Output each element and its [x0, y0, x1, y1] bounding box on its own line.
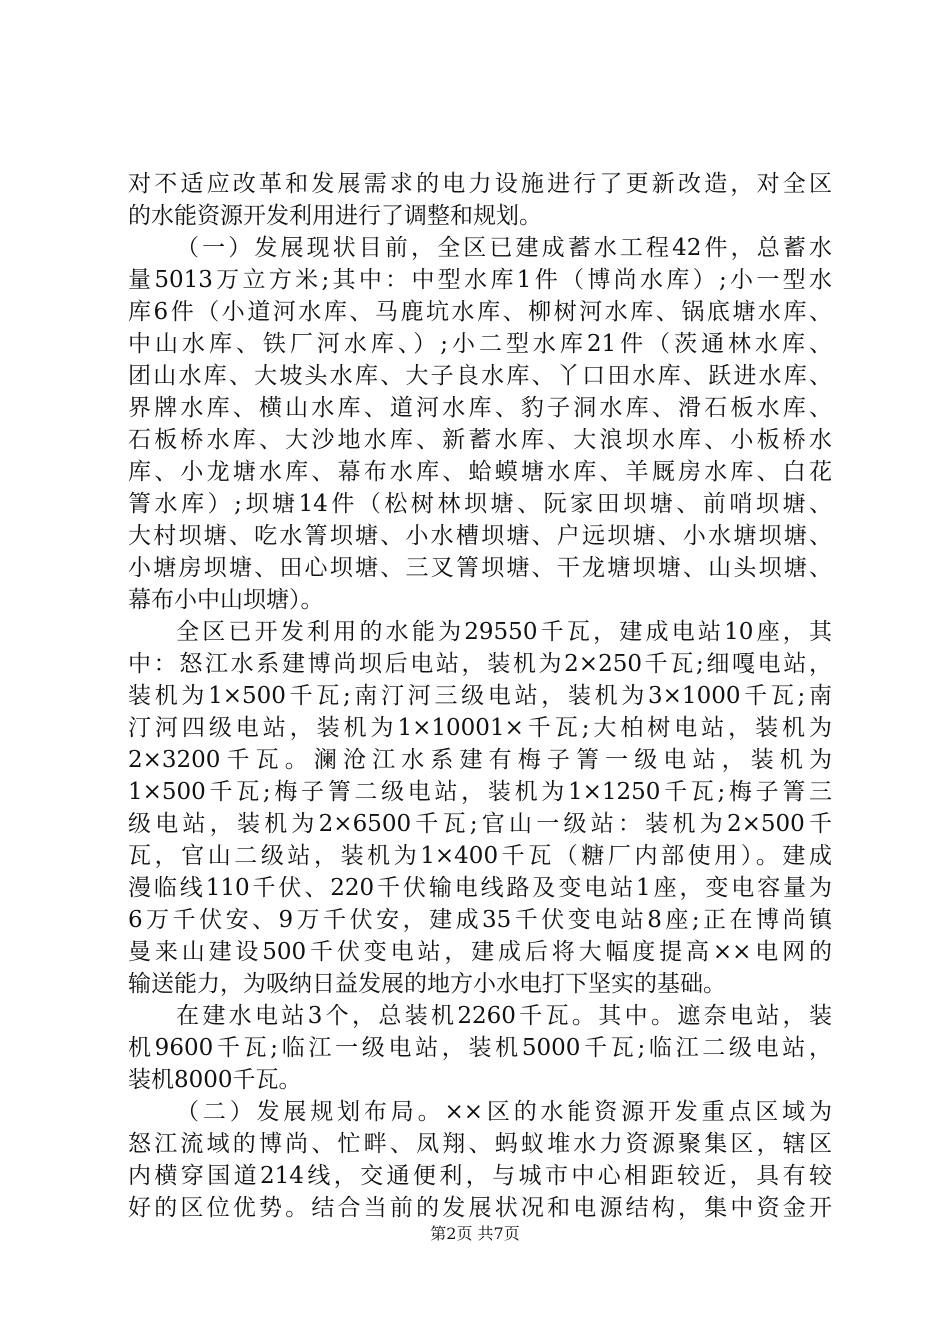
text-line: 团山水库、大坡头水库、大子良水库、丫口田水库、跃进水库、 — [128, 363, 832, 389]
text-line: 怒江流域的博尚、忙畔、凤翔、蚂蚁堆水力资源聚集区，辖区 — [128, 1131, 832, 1157]
text-line: 6万千伏安、9万千伏安，建成35千伏变电站8座;正在博尚镇 — [128, 907, 832, 933]
text-line: 库、小龙塘水库、幕布水库、蛤蟆塘水库、羊厩房水库、白花 — [128, 459, 832, 485]
text-line: 全区已开发利用的水能为29550千瓦，建成电站10座，其 — [176, 619, 832, 645]
text-line: 库6件（小道河水库、马鹿坑水库、柳树河水库、锅底塘水库、 — [128, 299, 832, 325]
text-line: 内横穿国道214线，交通便利，与城市中心相距较近，具有较 — [128, 1163, 832, 1189]
page-total: 共7页 — [477, 1224, 520, 1243]
text-line: 箐水库）;坝塘14件（松树林坝塘、阮家田坝塘、前哨坝塘、 — [128, 491, 832, 517]
text-line: 的水能资源开发利用进行了调整和规划。 — [128, 203, 542, 229]
text-line: 曼来山建设500千伏变电站，建成后将大幅度提高××电网的 — [128, 939, 832, 965]
text-line: 输送能力，为吸纳日益发展的地方小水电打下坚实的基础。 — [128, 971, 726, 997]
text-line: 瓦，官山二级站，装机为1×400千瓦（糖厂内部使用）。建成 — [128, 843, 832, 869]
text-line: 大村坝塘、吃水箐坝塘、小水槽坝塘、户远坝塘、小水塘坝塘、 — [128, 523, 832, 549]
text-line: （二）发展规划布局。××区的水能资源开发重点区域为 — [176, 1099, 832, 1125]
page-number: 第2页 — [430, 1224, 473, 1243]
text-line: 中：怒江水系建博尚坝后电站，装机为2×250千瓦;细嘎电站， — [128, 651, 832, 677]
text-line: 石板桥水库、大沙地水库、新蓄水库、大浪坝水库、小板桥水 — [128, 427, 832, 453]
text-line: 在建水电站3个，总装机2260千瓦。其中。遮奈电站，装 — [176, 1003, 832, 1029]
body-text — [128, 168, 832, 1224]
text-line: 装机8000千瓦。 — [128, 1067, 302, 1093]
text-line: 1×500千瓦;梅子箐二级电站，装机为1×1250千瓦;梅子箐三 — [128, 779, 832, 805]
text-line: 界牌水库、横山水库、道河水库、豹子洞水库、滑石板水库、 — [128, 395, 832, 421]
text-line: 漫临线110千伏、220千伏输电线路及变电站1座，变电容量为 — [128, 875, 832, 901]
page-footer — [0, 1222, 950, 1246]
text-line: 中山水库、铁厂河水库、）;小二型水库21件（茨通林水库、 — [128, 331, 832, 357]
text-line: 好的区位优势。结合当前的发展状况和电源结构，集中资金开 — [128, 1195, 832, 1221]
text-line: 汀河四级电站，装机为1×10001×千瓦;大柏树电站，装机为 — [128, 715, 832, 741]
text-line: 对不适应改革和发展需求的电力设施进行了更新改造，对全区 — [128, 171, 832, 197]
text-line: （一）发展现状目前，全区已建成蓄水工程42件，总蓄水 — [176, 235, 832, 261]
text-line: 幕布小中山坝塘）。 — [128, 587, 324, 613]
text-line: 级电站，装机为2×6500千瓦;官山一级站：装机为2×500千 — [128, 811, 832, 837]
text-line: 量5013万立方米;其中：中型水库1件（博尚水库）;小一型水 — [128, 267, 832, 293]
text-line: 小塘房坝塘、田心坝塘、三叉箐坝塘、干龙塘坝塘、山头坝塘、 — [128, 555, 832, 581]
text-line: 机9600千瓦;临江一级电站，装机5000千瓦;临江二级电站， — [128, 1035, 832, 1061]
text-line: 2×3200千瓦。澜沧江水系建有梅子箐一级电站，装机为 — [128, 747, 832, 773]
text-line: 装机为1×500千瓦;南汀河三级电站，装机为3×1000千瓦;南 — [128, 683, 832, 709]
